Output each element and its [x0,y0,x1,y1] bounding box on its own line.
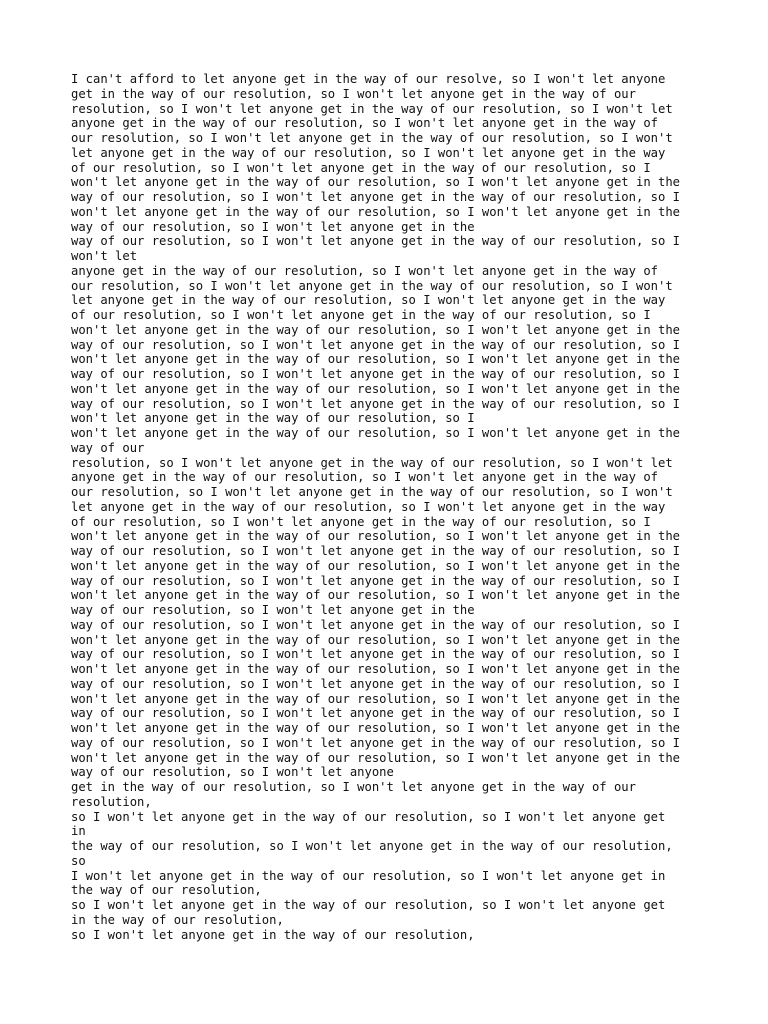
text-line: in [71,824,86,839]
text-line: way of our resolution, so I won't let anyone get in the way of our resolution, so I [71,706,681,721]
text-line: won't let anyone get in the way of our resolution, so I won't let anyone get in the [71,204,681,219]
text-line: won't let anyone get in the way of our resolution, so I won't let anyone get in the [71,558,681,573]
text-line: let anyone get in the way of our resolution, so I won't let anyone get in the way [71,293,666,308]
text-line: way of our resolution, so I won't let anyone get in the way of our resolution, so I [71,735,681,750]
text-line: way of our resolution, so I won't let anyone get in the way of our resolution, so I [71,367,681,381]
text-line: of our resolution, so I won't let anyone get in the way of our resolution, so I [71,514,651,529]
text-line: anyone get in the way of our resolution, so I won't let anyone get in the way of [71,263,658,278]
text-line: way of our resolution, so I won't let anyone get in the [71,603,475,617]
text-line: won't let anyone get in the way of our resolution, so I won't let anyone get in the [71,322,681,337]
text-line: way of our resolution, so I won't let anyone get in the way of our resolution, so I [71,190,681,204]
text-line: so I won't let anyone get in the way of our resolution, so I won't let anyone get [71,898,666,912]
text-line: won't let anyone get in the way of our resolution, so I won't let anyone get in the [71,175,681,190]
text-line: way of our resolution, so I won't let anyone get in the way of our resolution, so I [71,617,681,632]
text-line: way of our resolution, so I won't let anyone get in the way of our resolution, so I [71,234,681,249]
text-line: way of our resolution, so I won't let anyone [71,765,394,780]
text-line: get in the way of our resolution, so I won't let anyone get in the way of our [71,86,636,101]
text-line: anyone get in the way of our resolution, so I won't let anyone get in the way of [71,116,658,131]
text-line: our resolution, so I won't let anyone get in the way of our resolution, so I won't [71,278,673,293]
text-line: resolution, [71,794,152,809]
text-line: won't let anyone get in the way of our resolution, so I won't let anyone get in the [71,632,681,647]
text-line: way of our resolution, so I won't let anyone get in the way of our resolution, so I [71,337,681,352]
text-line: let anyone get in the way of our resolution, so I won't let anyone get in the way [71,499,666,514]
text-line: the way of our resolution, [71,883,262,898]
text-line: won't let anyone get in the way of our resolution, so I won't let anyone get in the [71,352,681,367]
text-line: in the way of our resolution, [71,912,284,927]
text-line: our resolution, so I won't let anyone get in the way of our resolution, so I won't [71,131,673,145]
text-line: way of our resolution, so I won't let anyone get in the way of our resolution, so I [71,544,681,558]
text-line: so I won't let anyone get in the way of our resolution, so I won't let anyone get [71,809,666,824]
text-line: won't let anyone get in the way of our resolution, so I [71,411,475,426]
text-line: won't let anyone get in the way of our resolution, so I won't let anyone get in the [71,529,681,544]
text-line: resolution, so I won't let anyone get in the way of our resolution, so I won't let [71,101,673,116]
text-line: won't let anyone get in the way of our resolution, so I won't let anyone get in the [71,750,681,765]
text-line: let anyone get in the way of our resolution, so I won't let anyone get in the way [71,145,666,160]
text-line: resolution, so I won't let anyone get in the way of our resolution, so I won't let [71,455,673,470]
text-line: won't let anyone get in the way of our resolution, so I won't let anyone get in the [71,426,681,440]
text-line: way of our resolution, so I won't let anyone get in the way of our resolution, so I [71,396,681,411]
text-line: way of our resolution, so I won't let anyone get in the way of our resolution, so I [71,573,681,588]
text-line: I won't let anyone get in the way of our resolution, so I won't let anyone get in [71,868,666,883]
text-line: so I won't let anyone get in the way of our resolution, [71,927,475,942]
text-line: the way of our resolution, so I won't let anyone get in the way of our resolution, [71,839,673,853]
document-body [71,72,711,942]
text-line: won't let [71,249,138,263]
text-line: of our resolution, so I won't let anyone get in the way of our resolution, so I [71,308,651,322]
text-line: won't let anyone get in the way of our resolution, so I won't let anyone get in the [71,381,681,396]
text-line: way of our [71,440,145,455]
text-line: get in the way of our resolution, so I won't let anyone get in the way of our [71,780,636,794]
text-line: won't let anyone get in the way of our resolution, so I won't let anyone get in the [71,691,681,706]
text-line: our resolution, so I won't let anyone get in the way of our resolution, so I won't [71,485,673,499]
text-line: I can't afford to let anyone get in the way of our resolve, so I won't let anyone [71,72,666,86]
text-line: way of our resolution, so I won't let anyone get in the [71,219,475,234]
text-line: so [71,853,86,868]
text-line: won't let anyone get in the way of our resolution, so I won't let anyone get in the [71,662,681,676]
text-line: won't let anyone get in the way of our resolution, so I won't let anyone get in the [71,588,681,603]
text-line: of our resolution, so I won't let anyone get in the way of our resolution, so I [71,160,651,175]
text-line: anyone get in the way of our resolution, so I won't let anyone get in the way of [71,470,658,485]
text-line: way of our resolution, so I won't let anyone get in the way of our resolution, so I [71,647,681,662]
text-line: won't let anyone get in the way of our resolution, so I won't let anyone get in the [71,721,681,735]
text-line: way of our resolution, so I won't let anyone get in the way of our resolution, so I [71,676,681,691]
